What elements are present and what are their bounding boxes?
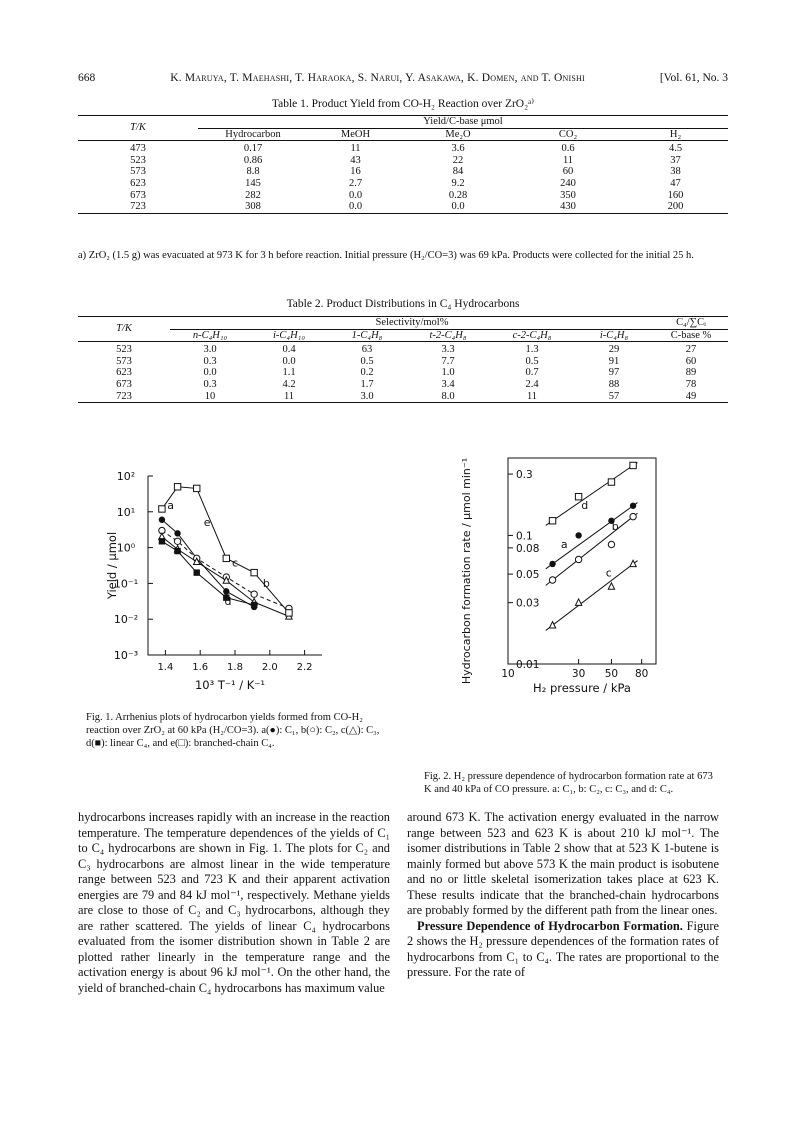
- figure-1-curve-label-c: c: [231, 556, 239, 570]
- table-cell: 573: [116, 355, 132, 367]
- figure-2-curve-label-b: b: [611, 520, 619, 534]
- figure-2-point-c: [608, 583, 614, 589]
- table1: [78, 115, 728, 214]
- table-cell: 47: [670, 177, 681, 189]
- figure-2-y-tick-label: 0.05: [516, 569, 540, 582]
- table-cell: 0.3: [203, 378, 217, 390]
- table-row: [78, 342, 728, 356]
- table-cell: 0.86: [243, 154, 263, 166]
- table-cell: 3.3: [441, 344, 455, 356]
- table-cell: 37: [670, 154, 681, 166]
- table-cell: 22: [452, 154, 464, 166]
- table2-col-header: t-2-C₄H₈: [429, 329, 467, 341]
- table-row: [78, 166, 728, 178]
- table-cell: 723: [116, 390, 132, 402]
- table-cell: 2.7: [348, 177, 363, 189]
- table2-col-header: i-C₄H₈: [599, 329, 629, 341]
- right-paragraph-2: [407, 919, 719, 981]
- table1-footnote: a) ZrO₂ (1.5 g) was evacuated at 973 K for 3 h before reaction. Initial pressure (H₂/CO=3) was 69 kPa. Products were collected for the initial 25 h.: [78, 250, 694, 261]
- table-cell: 160: [667, 189, 684, 201]
- figure-2-curve-label-a: a: [560, 537, 568, 551]
- table-cell: 0.0: [451, 201, 465, 213]
- figure-1-y-tick-label: 10¹: [116, 505, 136, 519]
- figure-1-point-b: [251, 591, 257, 597]
- table-cell: 623: [116, 367, 132, 379]
- table-cell: 0.7: [525, 367, 539, 379]
- table-cell: 60: [562, 166, 574, 178]
- table-cell: 623: [130, 177, 146, 189]
- table-cell: 49: [685, 390, 697, 402]
- figure-2-x-axis-label: H₂ pressure / kPa: [533, 681, 631, 695]
- table1-group-header: Yield/C-base μmol: [198, 116, 728, 129]
- figure-2-point-c: [549, 622, 555, 628]
- table-row: [78, 155, 728, 167]
- figure-1-point-a: [174, 530, 180, 536]
- table-cell: 1.3: [525, 344, 539, 356]
- table-cell: 473: [130, 143, 146, 155]
- table-row: [78, 178, 728, 190]
- header-authors: K. Maruya, T. Maehashi, T. Haraoka, S. Narui, Y. Asakawa, K. Domen, and T. Onishi: [170, 72, 585, 84]
- figure-1-point-e: [159, 506, 165, 512]
- table-cell: 78: [685, 378, 697, 390]
- figure-2-point-d: [549, 518, 555, 524]
- table-cell: 88: [608, 378, 620, 390]
- table-cell: 60: [685, 355, 697, 367]
- table-cell: 11: [562, 154, 574, 166]
- figure-2-x-tick-label: 30: [571, 668, 586, 680]
- table-cell: 63: [361, 344, 373, 356]
- table-cell: 11: [283, 390, 295, 402]
- table-cell: 1.7: [360, 378, 374, 390]
- table-cell: 0.0: [203, 367, 217, 379]
- figure-2-x-tick-label: 80: [634, 668, 649, 680]
- table1-rowhead: T/K: [78, 116, 198, 141]
- left-column-text: [78, 810, 390, 996]
- figure-1-y-tick-label: 10⁻¹: [113, 577, 139, 591]
- table2: [78, 316, 728, 403]
- table-row: [78, 190, 728, 202]
- figure-1-caption: Fig. 1. Arrhenius plots of hydrocarbon yields formed from CO-H₂ reaction over ZrO₂ at 60 kPa (H₂/CO=3). a(●): C₁, b(○): C₂, c(△): C₃, d(■): linear C₄, and e(□): branched-chain C₄.: [86, 712, 380, 749]
- table-cell: 10: [204, 390, 216, 402]
- figure-1-curve-label-b: b: [262, 576, 270, 590]
- figure-1-point-d: [174, 548, 180, 554]
- table-cell: 3.6: [451, 143, 465, 155]
- figure-2-point-d: [630, 462, 636, 468]
- table-cell: 8.8: [246, 166, 260, 178]
- figure-2-y-tick-label: 0.1: [516, 530, 533, 543]
- figure-1-x-tick-label: 1.8: [227, 662, 243, 673]
- table-cell: 0.5: [360, 355, 374, 367]
- figure-2-curve-label-c: c: [605, 566, 612, 580]
- table1-col-header: CO₂: [558, 128, 578, 140]
- table-cell: 308: [245, 201, 261, 213]
- figure-2-point-b: [630, 513, 636, 519]
- table1-col-header: Me₂O: [445, 128, 471, 140]
- table-cell: 2.4: [525, 378, 539, 390]
- table2-col-header: n-C₄H₁₀: [192, 329, 228, 341]
- figure-2-point-d: [608, 479, 614, 485]
- table1-col-header: Hydrocarbon: [225, 128, 281, 140]
- table-cell: 0.17: [243, 143, 263, 155]
- table-cell: 523: [130, 154, 146, 166]
- figure-1-point-a: [159, 517, 165, 523]
- table-cell: 673: [130, 189, 146, 201]
- figure-1-point-e: [194, 485, 200, 491]
- table-cell: 0.0: [348, 189, 363, 201]
- figure-1-point-e: [174, 484, 180, 490]
- table-cell: 38: [670, 166, 681, 178]
- table-cell: 145: [245, 177, 261, 189]
- figure-1-y-tick-label: 10²: [116, 470, 136, 483]
- figure-2-y-tick-label: 0.08: [516, 542, 540, 555]
- figure-1-x-tick-label: 1.6: [192, 662, 209, 673]
- figure-1-x-tick-label: 2.0: [261, 662, 278, 673]
- table-cell: 3.0: [360, 390, 374, 402]
- section-heading: Pressure Dependence of Hydrocarbon Formation.: [417, 918, 683, 933]
- figure-1-curve-label-a: a: [167, 498, 174, 512]
- right-column-text: [407, 810, 719, 981]
- table-cell: 8.0: [441, 390, 455, 402]
- figure-1-chart: [80, 448, 340, 708]
- figure-2-point-a: [630, 503, 636, 509]
- table-cell: 240: [560, 177, 576, 189]
- figure-1-y-axis-label: Yield / μmol: [105, 531, 119, 600]
- header-volume: [Vol. 61, No. 3: [659, 72, 728, 84]
- left-paragraph: hydrocarbons increases rapidly with an increase in the reaction temperature. The temperature dependences of the yields of C₁ to C₄ hydrocarbons are shown in Fig. 1. The plots for C₂ and C₃ hydrocarbons are almost linear in the wide temperature range between 523 and 723 K and their apparent activation energies are 79 and 84 kJ mol⁻¹, respectively. Methane yields are close to those of C₂ and C₃ hydrocarbons, although they are rather scattered. The yields of linear C₄ hydrocarbons evaluated from the isomer distribution shown in Table 2 are plotted rather linearly in the temperature range and the activation energy is about 96 kJ mol⁻¹. On the other hand, the yield of branched-chain C₄ hydrocarbons has maximum value: [78, 810, 390, 995]
- table-row: [78, 201, 728, 213]
- table-cell: 0.2: [360, 367, 374, 379]
- table-cell: 0.6: [561, 143, 575, 155]
- table-cell: 523: [116, 344, 132, 356]
- figure-2-caption: Fig. 2. H₂ pressure dependence of hydrocarbon formation rate at 673 K and 40 kPa of CO pressure. a: C₁, b: C₂, c: C₃, and d: C₄.: [424, 771, 713, 795]
- figure-2-point-a: [549, 561, 555, 567]
- figure-2-x-tick-label: 50: [604, 668, 619, 680]
- figure-2-point-b: [549, 577, 555, 583]
- figure-2-point-b: [608, 541, 614, 547]
- table-cell: 430: [560, 201, 576, 213]
- figure-2-series-d-line: [546, 462, 638, 525]
- table-cell: 0.28: [448, 189, 468, 201]
- figure-1-x-tick-label: 1.4: [157, 662, 174, 673]
- table2-col-header: C-base %: [670, 329, 712, 341]
- figure-1-point-d: [194, 569, 200, 575]
- right-paragraph-2-text: Figure 2 shows the H₂ pressure dependences of the formation rates of hydrocarbons from C₁ to C₄. The rates are proportional to the pressure. For the rate of: [407, 918, 719, 979]
- figure-2-series-c-line: [546, 561, 638, 631]
- figure-2-y-tick-label: 0.3: [516, 469, 533, 482]
- table-cell: 0.0: [348, 201, 363, 213]
- running-header: [78, 72, 728, 84]
- figure-1-point-b: [174, 538, 180, 544]
- figure-2-y-tick-label: 0.01: [516, 659, 540, 671]
- figure-1-x-axis-label: 10³ T⁻¹ / K⁻¹: [194, 678, 266, 692]
- table-cell: 673: [116, 378, 132, 390]
- table-cell: 3.4: [441, 378, 455, 390]
- figure-2-point-c: [630, 560, 636, 566]
- page-number: 668: [78, 72, 96, 84]
- table-cell: 11: [526, 390, 538, 402]
- figure-1-curve-label-e: e: [203, 516, 211, 530]
- figure-1-y-tick-label: 10⁻³: [113, 649, 139, 662]
- figure-1-point-a: [223, 588, 229, 594]
- table-cell: 7.7: [441, 355, 455, 367]
- table-cell: 97: [608, 367, 620, 379]
- figure-1-x-tick-label: 2.2: [296, 662, 313, 673]
- table-cell: 350: [560, 189, 576, 201]
- table-row: [78, 141, 728, 155]
- table-row: [78, 356, 728, 368]
- table-cell: 4.5: [668, 143, 683, 155]
- table1-caption: Table 1. Product Yield from CO-H₂ Reaction over ZrO₂ᵃ⁾: [271, 98, 535, 110]
- table-cell: 89: [685, 367, 697, 379]
- table-cell: 1.1: [282, 367, 296, 379]
- figure-1-point-e: [251, 569, 257, 575]
- table2-group-header: Selectivity/mol%: [170, 317, 654, 330]
- figure-1-point-d: [159, 538, 165, 544]
- table-cell: 16: [350, 166, 361, 178]
- table-cell: 1.0: [441, 367, 455, 379]
- figure-2-point-b: [575, 556, 581, 562]
- table2-col-header: c-2-C₄H₈: [512, 329, 552, 341]
- table-cell: 4.2: [282, 378, 296, 390]
- figure-2-y-axis-label: Hydrocarbon formation rate / μmol min⁻¹: [460, 457, 473, 685]
- table-cell: 57: [608, 390, 620, 402]
- figure-2-chart: [448, 448, 708, 760]
- table-cell: 573: [130, 166, 146, 178]
- table-cell: 282: [245, 189, 261, 201]
- figure-2-y-tick-label: 0.03: [516, 597, 540, 610]
- figure-2-series-b-line: [546, 513, 638, 585]
- table-cell: 723: [130, 201, 146, 213]
- table-cell: 0.3: [203, 355, 217, 367]
- table-cell: 0.4: [282, 344, 296, 356]
- table2-caption: Table 2. Product Distributions in C₄ Hydrocarbons: [286, 298, 520, 310]
- table-cell: 84: [452, 166, 464, 178]
- table-cell: 9.2: [451, 177, 465, 189]
- table-cell: 3.0: [203, 344, 217, 356]
- table-cell: 0.0: [282, 355, 296, 367]
- table-cell: 29: [608, 344, 620, 356]
- right-paragraph: around 673 K. The activation energy evaluated in the narrow range between 523 and 623 K is about 210 kJ mol⁻¹. The isomer distributions in Table 2 show that at 523 K 1-butene is mainly formed but above 573 K the main product is isobutene and no or little skeletal isomerization takes place at 623 K. These results indicate that the branched-chain hydrocarbons are probably formed by the different path from the linear ones.: [407, 810, 719, 917]
- table-row: [78, 391, 728, 403]
- table1-col-header: MeOH: [340, 128, 371, 140]
- figure-2-curve-label-d: d: [581, 499, 589, 513]
- table-row: [78, 379, 728, 391]
- table2-col-header: i-C₄H₁₀: [273, 329, 305, 341]
- figure-1-curve-label-d: d: [224, 594, 232, 608]
- table-row: [78, 367, 728, 379]
- figure-2-point-c: [575, 599, 581, 605]
- figure-1-point-d: [251, 602, 257, 608]
- figure-1-point-e: [286, 610, 292, 616]
- table2-rowhead: T/K: [78, 317, 170, 342]
- figure-1-y-tick-label: 10⁻²: [113, 613, 139, 627]
- figure-1-y-tick-label: 10⁰: [116, 541, 136, 555]
- table-cell: 91: [608, 355, 620, 367]
- figure-2-series-a-line: [546, 503, 638, 569]
- table2-group2-header: C₄/∑Cᵢ: [654, 317, 728, 330]
- table-cell: 200: [667, 201, 684, 213]
- table-cell: 43: [350, 154, 361, 166]
- table-cell: 11: [350, 143, 361, 155]
- table-cell: 0.5: [525, 355, 539, 367]
- table2-col-header: 1-C₄H₈: [351, 329, 383, 341]
- figure-1-point-e: [223, 555, 229, 561]
- figure-2-point-a: [575, 532, 581, 538]
- figure-2-x-tick-label: 10: [501, 668, 515, 680]
- table-cell: 27: [685, 344, 697, 356]
- table1-col-header: H₂: [669, 128, 682, 140]
